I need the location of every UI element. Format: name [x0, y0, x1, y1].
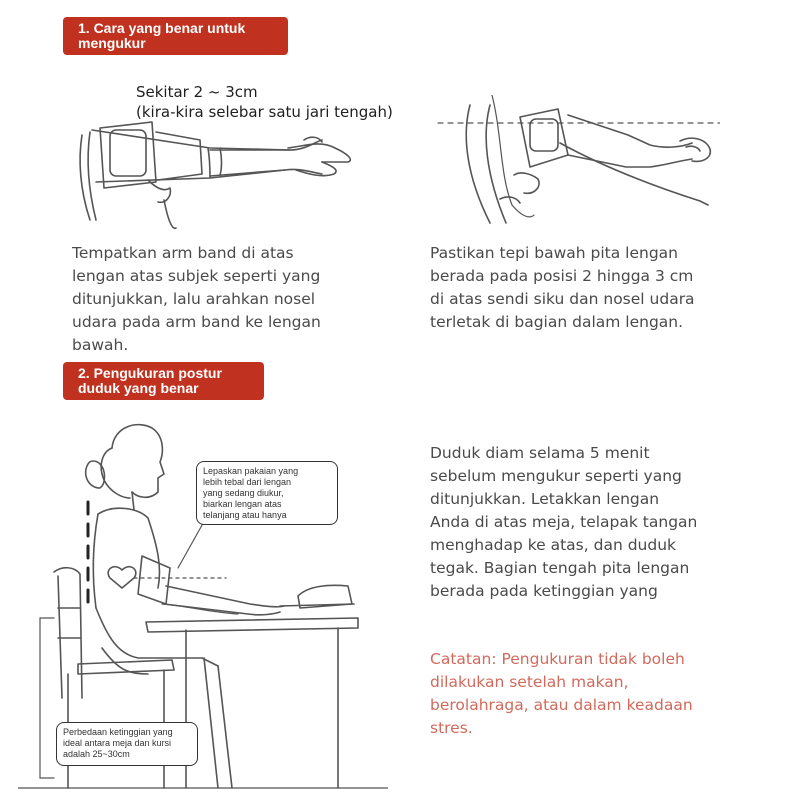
clothing-tip-line: telanjang atau hanya: [203, 510, 287, 520]
clothing-tip-line: biarkan lengan atas: [203, 499, 282, 509]
cuff-placement-text-line: ditunjukkan, lalu arahkan nosel: [72, 290, 316, 308]
sitting-instructions-line: sebelum mengukur seperti yang: [430, 467, 682, 485]
clothing-tip-line: yang sedang diukur,: [203, 488, 284, 498]
cuff-distance-callout-line-2: (kira-kira selebar satu jari tengah): [136, 103, 393, 121]
cuff-placement-text-line: Tempatkan arm band di atas: [72, 244, 294, 262]
sitting-instructions-line: Anda di atas meja, telapak tangan: [430, 513, 698, 531]
cuff-distance-callout: [136, 82, 393, 122]
caution-note-line: stres.: [430, 719, 473, 737]
sitting-instructions-line: ditunjukkan. Letakkan lengan: [430, 490, 660, 508]
cuff-placement-text-line: bawah.: [72, 336, 129, 354]
cuff-edge-text-line: berada pada posisi 2 hingga 3 cm: [430, 267, 694, 285]
cuff-edge-text-line: di atas sendi siku dan nosel udara: [430, 290, 695, 308]
cuff-distance-callout-line-1: Sekitar 2 ~ 3cm: [136, 83, 258, 101]
caution-note: [430, 648, 750, 740]
clothing-tip-line: lebih tebal dari lengan: [203, 477, 292, 487]
height-difference-line: ideal antara meja dan kursi: [63, 738, 172, 748]
section-2-badge: [63, 362, 264, 400]
cuff-edge-text-line: Pastikan tepi bawah pita lengan: [430, 244, 678, 262]
cuff-position-illustration: [430, 95, 720, 225]
section-1-badge: [63, 17, 288, 55]
sitting-instructions-text: [430, 442, 730, 603]
section-2-badge-line-2: duduk yang benar: [78, 380, 199, 396]
section-2-badge-line-1: 2. Pengukuran postur: [78, 365, 222, 381]
cuff-edge-text: [430, 242, 730, 334]
caution-note-line: Catatan: Pengukuran tidak boleh: [430, 650, 685, 668]
section-1-badge-line-1: 1. Cara yang benar untuk: [78, 20, 246, 36]
cuff-placement-text-line: lengan atas subjek seperti yang: [72, 267, 321, 285]
sitting-instructions-line: menghadap ke atas, dan duduk: [430, 536, 677, 554]
section-1-badge-line-2: mengukur: [78, 35, 146, 51]
height-difference-bubble: [56, 722, 198, 766]
clothing-tip-line: Lepaskan pakaian yang: [203, 466, 299, 476]
cuff-edge-text-line: terletak di bagian dalam lengan.: [430, 313, 684, 331]
sitting-instructions-line: tegak. Bagian tengah pita lengan: [430, 559, 690, 577]
cuff-placement-text-line: udara pada arm band ke lengan: [72, 313, 321, 331]
sitting-instructions-line: berada pada ketinggian yang: [430, 582, 658, 600]
caution-note-line: berolahraga, atau dalam keadaan: [430, 696, 693, 714]
caution-note-line: dilakukan setelah makan,: [430, 673, 629, 691]
height-difference-line: Perbedaan ketinggian yang: [63, 727, 173, 737]
cuff-placement-text: [72, 242, 372, 357]
clothing-tip-bubble: [196, 461, 338, 525]
sitting-instructions-line: Duduk diam selama 5 menit: [430, 444, 650, 462]
height-difference-line: adalah 25~30cm: [63, 749, 130, 759]
